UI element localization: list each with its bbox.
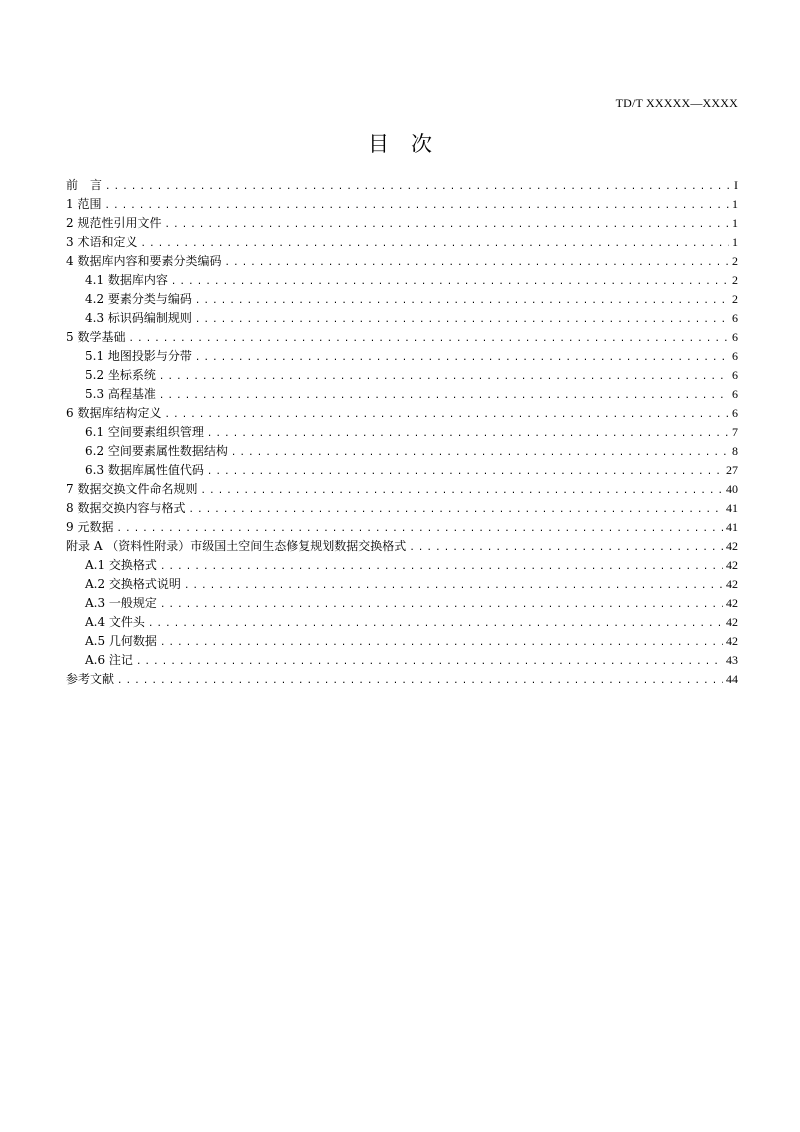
toc-entry[interactable]: [66, 309, 738, 328]
toc-entry-label[interactable]: A.6 注记: [85, 653, 133, 667]
toc-entry-label[interactable]: A.1 交换格式: [85, 558, 157, 572]
toc-entry-page-number[interactable]: 1: [732, 235, 738, 249]
toc-leader-dots: [148, 615, 723, 634]
toc-entry-page-number[interactable]: 1: [732, 197, 738, 211]
toc-entry[interactable]: [66, 328, 738, 347]
toc-entry[interactable]: [66, 233, 738, 252]
toc-entry-label[interactable]: A.3 一般规定: [85, 596, 157, 610]
toc-entry-page-number[interactable]: 6: [732, 387, 738, 401]
toc-entry-page-number[interactable]: 2: [732, 254, 738, 268]
toc-entry-label[interactable]: A.4 文件头: [85, 615, 145, 629]
toc-leader-dots: [140, 235, 729, 254]
toc-leader-dots: [200, 482, 723, 501]
toc-leader-dots: [160, 558, 723, 577]
toc-entry-page-number[interactable]: 6: [732, 406, 738, 420]
toc-entry-page-number[interactable]: 42: [726, 615, 738, 629]
toc-entry-page-number[interactable]: 41: [726, 520, 738, 534]
toc-leader-dots: [104, 197, 729, 216]
toc-entry[interactable]: [66, 271, 738, 290]
toc-leader-dots: [160, 634, 723, 653]
toc-leader-dots: [105, 178, 731, 197]
toc-leader-dots: [164, 216, 729, 235]
toc-entry[interactable]: [66, 670, 738, 689]
toc-entry-label[interactable]: A.2 交换格式说明: [85, 577, 181, 591]
page-title: 目次: [368, 132, 454, 156]
toc-entry-page-number[interactable]: 42: [726, 539, 738, 553]
toc-entry-page-number[interactable]: 6: [732, 368, 738, 382]
toc-leader-dots: [184, 577, 723, 596]
toc-entry-label[interactable]: 2 规范性引用文件: [66, 216, 162, 230]
toc-entry-page-number[interactable]: 6: [732, 330, 738, 344]
toc-entry[interactable]: [66, 613, 738, 632]
toc-entry-page-number[interactable]: 2: [732, 273, 738, 287]
toc-leader-dots: [164, 406, 729, 425]
toc-entry-label[interactable]: 4.2 要素分类与编码: [85, 292, 192, 306]
toc-entry-label[interactable]: 6.3 数据库属性值代码: [85, 463, 204, 477]
toc-entry-label[interactable]: 4.1 数据库内容: [85, 273, 168, 287]
toc-leader-dots: [207, 425, 729, 444]
toc-entry[interactable]: [66, 632, 738, 651]
toc-entry-label[interactable]: A.5 几何数据: [85, 634, 157, 648]
toc-entry[interactable]: [66, 252, 738, 271]
toc-entry[interactable]: [66, 176, 738, 195]
toc-leader-dots: [117, 672, 723, 691]
toc-entry[interactable]: [66, 518, 738, 537]
toc-entry[interactable]: [66, 461, 738, 480]
toc-entry-label[interactable]: 1 范围: [66, 197, 102, 211]
toc-entry[interactable]: [66, 404, 738, 423]
toc-entry[interactable]: [66, 385, 738, 404]
toc-entry[interactable]: [66, 575, 738, 594]
toc-entry-page-number[interactable]: 27: [726, 463, 738, 477]
toc-leader-dots: [159, 387, 729, 406]
toc-entry[interactable]: [66, 480, 738, 499]
toc-leader-dots: [195, 292, 729, 311]
toc-entry-page-number[interactable]: 42: [726, 558, 738, 572]
toc-entry-page-number[interactable]: 42: [726, 596, 738, 610]
toc-entry-page-number[interactable]: 8: [732, 444, 738, 458]
toc-entry-label[interactable]: 8 数据交换内容与格式: [66, 501, 186, 515]
document-code: TD/T XXXXX—XXXX: [615, 96, 738, 110]
toc-entry[interactable]: [66, 366, 738, 385]
toc-entry[interactable]: [66, 499, 738, 518]
toc-leader-dots: [409, 539, 723, 558]
toc-entry-page-number[interactable]: I: [734, 178, 738, 192]
toc-entry-label[interactable]: 6.1 空间要素组织管理: [85, 425, 204, 439]
toc-leader-dots: [160, 596, 723, 615]
toc-leader-dots: [224, 254, 729, 273]
toc-entry-label[interactable]: 5.3 高程基准: [85, 387, 156, 401]
toc-entry-label[interactable]: 5.2 坐标系统: [85, 368, 156, 382]
toc-leader-dots: [136, 653, 723, 672]
toc-entry-page-number[interactable]: 43: [726, 653, 738, 667]
toc-entry-label[interactable]: 9 元数据: [66, 520, 114, 534]
toc-entry-label[interactable]: 3 术语和定义: [66, 235, 138, 249]
toc-entry[interactable]: [66, 594, 738, 613]
toc-entry[interactable]: [66, 651, 738, 670]
toc-leader-dots: [195, 349, 729, 368]
toc-entry[interactable]: [66, 347, 738, 366]
toc-entry-label[interactable]: 4.3 标识码编制规则: [85, 311, 192, 325]
toc-entry[interactable]: [66, 442, 738, 461]
toc-entry[interactable]: [66, 423, 738, 442]
toc-entry-label[interactable]: 5 数学基础: [66, 330, 126, 344]
toc-entry[interactable]: [66, 290, 738, 309]
toc-entry-label[interactable]: 前 言: [66, 178, 103, 192]
toc-entry[interactable]: [66, 537, 738, 556]
toc-entry-page-number[interactable]: 6: [732, 311, 738, 325]
toc-leader-dots: [159, 368, 729, 387]
toc-entry-label[interactable]: 7 数据交换文件命名规则: [66, 482, 198, 496]
toc-leader-dots: [207, 463, 723, 482]
toc-entry-label[interactable]: 4 数据库内容和要素分类编码: [66, 254, 222, 268]
toc-entry-page-number[interactable]: 6: [732, 349, 738, 363]
toc-leader-dots: [171, 273, 729, 292]
toc-entry[interactable]: [66, 195, 738, 214]
toc-entry-label[interactable]: 6 数据库结构定义: [66, 406, 162, 420]
toc-entry-page-number[interactable]: 1: [732, 216, 738, 230]
toc-leader-dots: [231, 444, 729, 463]
toc-entry-page-number[interactable]: 7: [732, 425, 738, 439]
table-of-contents: [66, 176, 738, 689]
toc-entry-label[interactable]: 5.1 地图投影与分带: [85, 349, 192, 363]
toc-entry[interactable]: [66, 214, 738, 233]
toc-entry-page-number[interactable]: 40: [726, 482, 738, 496]
toc-leader-dots: [195, 311, 729, 330]
toc-entry[interactable]: [66, 556, 738, 575]
toc-entry-label[interactable]: 参考文献: [66, 672, 115, 686]
toc-entry-page-number[interactable]: 44: [726, 672, 738, 686]
toc-leader-dots: [128, 330, 729, 349]
toc-entry-label[interactable]: 附录 A （资料性附录）市级国土空间生态修复规划数据交换格式: [66, 539, 407, 553]
toc-entry-page-number[interactable]: 42: [726, 577, 738, 591]
toc-leader-dots: [188, 501, 723, 520]
toc-entry-page-number[interactable]: 41: [726, 501, 738, 515]
toc-entry-page-number[interactable]: 42: [726, 634, 738, 648]
toc-entry-label[interactable]: 6.2 空间要素属性数据结构: [85, 444, 228, 458]
toc-entry-page-number[interactable]: 2: [732, 292, 738, 306]
